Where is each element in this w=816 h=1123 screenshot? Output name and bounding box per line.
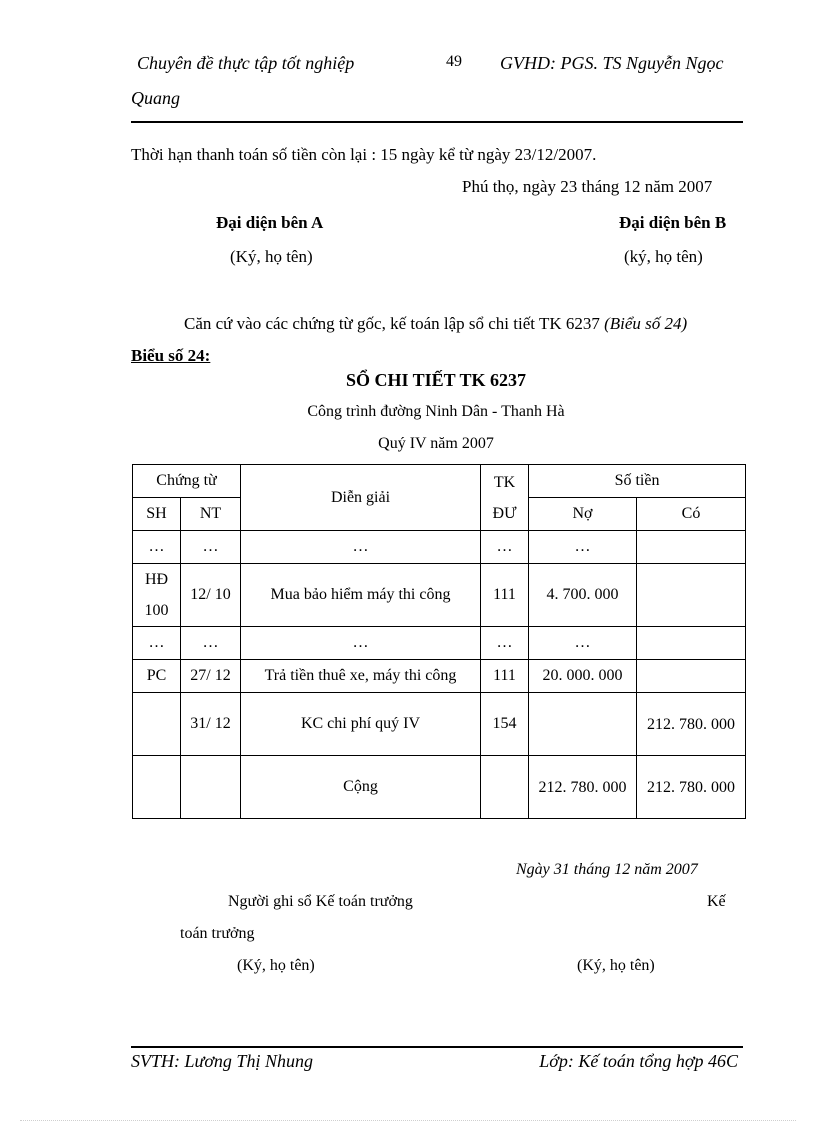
party-b-sign: (ký, họ tên) [624,247,703,266]
nt-header: NT [181,498,241,531]
signoff-role-right: Kế [707,893,726,910]
cell-nt: 27/ 12 [181,660,241,693]
cell-acc: 154 [481,693,529,756]
cell-debit [529,693,637,756]
intro-paragraph [184,314,687,334]
advisor-name: GVHD: PGS. TS Nguyễn Ngọc [500,53,724,73]
student-name: SVTH: Lương Thị Nhung [131,1051,313,1071]
cell-desc: Cộng [241,756,481,819]
signoff-roles: Người ghi sổ Kế toán trưởng [228,893,413,910]
total-row [133,756,746,819]
cell-nt: … [181,531,241,564]
cell-nt: 31/ 12 [181,693,241,756]
cell-sh [133,693,181,756]
table-row [133,564,746,627]
header-rule [131,121,743,123]
advisor-name-cont: Quang [131,88,180,108]
cell-sh: … [133,627,181,660]
account-header-line1: TK [493,473,516,491]
cell-sh: … [133,531,181,564]
table-row [133,531,746,564]
cell-credit: 212. 780. 000 [637,693,746,756]
cell-credit [637,531,746,564]
cell-credit [637,660,746,693]
cell-debit: 20. 000. 000 [529,660,637,693]
table-row [133,627,746,660]
table-row [133,660,746,693]
ledger-table [132,464,746,819]
cell-desc: Trả tiền thuê xe, máy thi công [241,660,481,693]
intro-text: Căn cứ vào các chứng từ gốc, kế toán lập sổ chi tiết TK 6237 [184,314,600,333]
cell-nt [181,756,241,819]
party-a-sign: (Ký, họ tên) [230,247,313,266]
voucher-header: Chứng từ [133,465,241,498]
cell-sh: PC [133,660,181,693]
cell-sh [133,756,181,819]
cell-debit: … [529,531,637,564]
form-subtitle: Công trình đường Ninh Dân - Thanh Hà [307,403,565,420]
form-title: SỔ CHI TIẾT TK 6237 [345,370,527,390]
cell-debit: 4. 700. 000 [529,564,637,627]
debit-header: Nợ [529,498,637,531]
party-a-label: Đại diện bên A [216,213,324,232]
table-row [133,693,746,756]
credit-header: Có [637,498,746,531]
header-row [133,465,746,498]
page-number: 49 [446,53,462,70]
description-header: Diễn giải [241,465,481,531]
cell-credit: 212. 780. 000 [637,756,746,819]
cell-acc [481,756,529,819]
page-bottom-divider [20,1120,796,1121]
class-name: Lớp: Kế toán tổng hợp 46C [539,1051,738,1071]
signoff-sign-right: (Ký, họ tên) [577,957,655,974]
sh-header: SH [133,498,181,531]
account-header-line2: ĐƯ [492,504,517,522]
form-label: Biểu số 24: [131,346,211,365]
cell-credit [637,564,746,627]
cell-desc: … [241,531,481,564]
cell-desc: KC chi phí quý IV [241,693,481,756]
cell-desc: Mua bảo hiểm máy thi công [241,564,481,627]
footer-rule [131,1046,743,1048]
signoff-date: Ngày 31 tháng 12 năm 2007 [516,861,698,878]
place-date: Phú thọ, ngày 23 tháng 12 năm 2007 [462,177,713,196]
form-period: Quý IV năm 2007 [378,435,494,452]
cell-sh: HĐ 100 [133,564,181,627]
cell-desc: … [241,627,481,660]
signoff-role-cont: toán trưởng [180,925,255,942]
payment-term: Thời hạn thanh toán số tiền còn lại : 15 ngày kể từ ngày 23/12/2007. [131,145,597,164]
account-header [481,465,529,531]
signoff-sign-left: (Ký, họ tên) [237,957,315,974]
cell-nt: … [181,627,241,660]
cell-acc: 111 [481,660,529,693]
cell-acc: 111 [481,564,529,627]
party-b-label: Đại diện bên B [619,213,727,232]
amount-header: Số tiền [529,465,746,498]
cell-debit: … [529,627,637,660]
cell-credit [637,627,746,660]
cell-acc: … [481,531,529,564]
intro-reference: (Biểu số 24) [604,314,688,333]
cell-nt: 12/ 10 [181,564,241,627]
cell-acc: … [481,627,529,660]
course-title: Chuyên đề thực tập tốt nghiệp [137,53,355,73]
cell-debit: 212. 780. 000 [529,756,637,819]
